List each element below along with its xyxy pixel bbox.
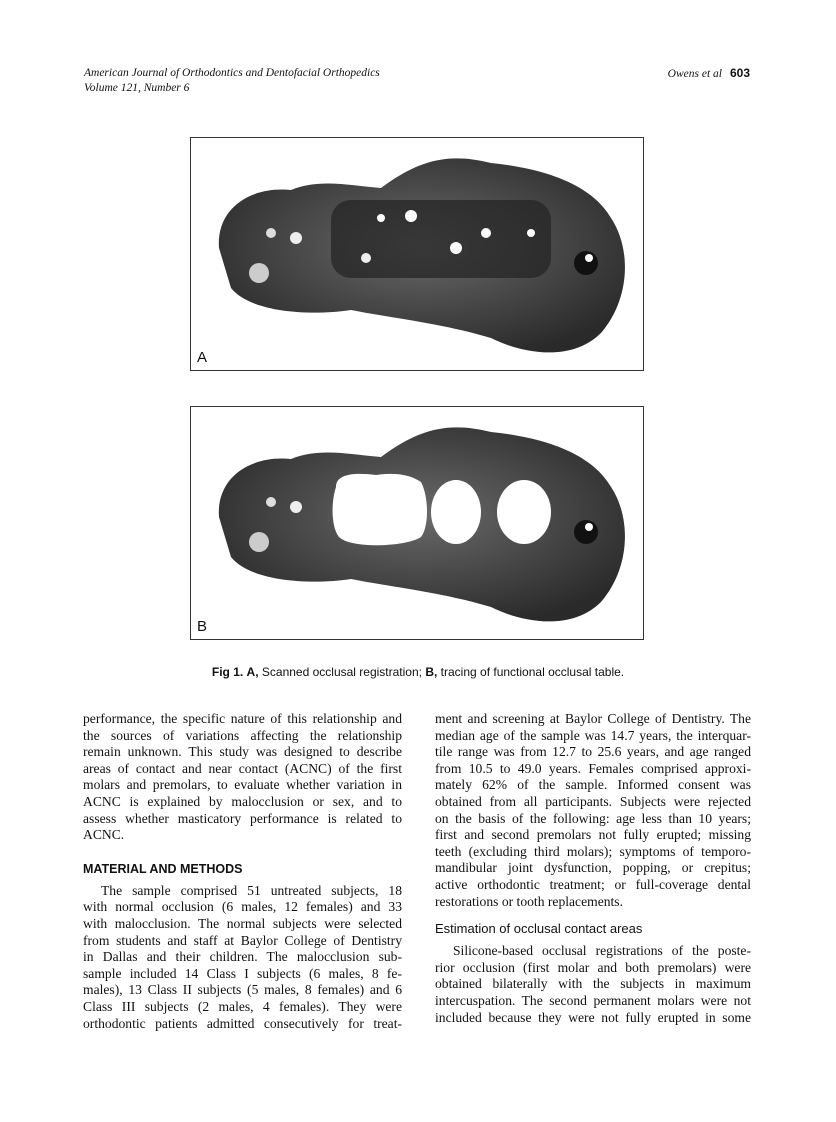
text-line: the sources of variations affecting the relationship [83,727,402,743]
text-line: tile range was from 12.7 to 25.6 years, and age ranged [435,744,751,760]
text-line: ment and screening at Baylor College of Dentistry. The [435,711,751,726]
text-line: mandibular joint dysfunction, popping, or crepitus; [435,860,751,876]
subsection-heading: Estimation of occlusal contact areas [435,921,643,937]
paragraph [83,711,402,844]
left-column [83,711,402,1032]
authors: Owens et al [667,68,722,80]
text-line: Silicone-based occlusal registrations of the poste- [453,943,751,959]
right-column [435,711,751,1026]
text-line: active orthodontic treatment; or full-coverage dental [435,876,751,892]
text-line: teeth (excluding third molars); symptoms of temporo- [435,843,751,859]
paragraph [435,711,751,910]
text-line: included because they were not fully erupted in some [435,1009,751,1025]
caption-a-label: A, [246,665,259,679]
text-line: with malocclusion. The normal subjects were selected [83,915,402,931]
text-line: rior occlusion (first molar and both premolars) were [435,959,751,975]
text-line: remain unknown. This study was designed to describe [83,744,402,760]
paragraph [83,883,402,1032]
text-line: restorations or tooth replacements. [435,893,623,909]
occlusal-registration-scan [191,138,645,372]
caption-b-label: B, [425,665,438,679]
text-line: Class III subjects (2 males, 4 females). They were [83,998,402,1014]
figure-caption [0,665,836,679]
text-line: molars and premolars, to evaluate whether variation in [83,777,402,793]
text-line: median age of the sample was 14.7 years, the interquar- [435,727,751,743]
occlusal-table-tracing [191,407,645,641]
text-line: on the basis of the following: age less than 10 years; [435,810,751,826]
text-line: males), 13 Class II subjects (5 males, 8 females) and 6 [83,982,402,998]
text-line: areas of contact and near contact (ACNC) of the first [83,760,402,776]
text-line: sample included 14 Class I subjects (6 males, 8 fe- [83,965,402,981]
text-line: performance, the specific nature of this relationship and [83,711,402,726]
text-line: obtained bilaterally with the subjects in maximum [435,976,751,992]
text-line: obtained from all participants. Subjects were rejected [435,793,751,809]
text-line: ACNC. [83,827,125,843]
caption-b-text: tracing of functional occlusal table. [440,665,625,679]
text-line: in Dallas and their children. The malocclusion sub- [83,949,402,965]
figure-panel-a [190,137,644,371]
caption-label: Fig 1. [211,665,244,679]
text-line: from 10.5 to 49.0 years. Females comprised approxi- [435,760,751,776]
running-head [668,66,750,80]
paragraph [435,943,751,1026]
text-line: intercuspation. The second permanent molars were not [435,992,751,1008]
text-line: ACNC is explained by malocclusion or sex, and to [83,793,402,809]
page-number: 603 [729,66,750,80]
text-line: orthodontic patients admitted consecutively for treat- [83,1015,402,1031]
text-line: assess whether masticatory performance is related to [83,810,402,826]
panel-label-a: A [197,349,208,366]
panel-label-b: B [197,618,208,635]
journal-title: American Journal of Orthodontics and Dentofacial Orthopedics [84,67,380,79]
text-line: from students and staff at Baylor College of Dentistry [83,932,402,948]
caption-a-text: Scanned occlusal registration; [261,665,422,679]
text-line: mately 62% of the sample. Informed consent was [435,777,751,793]
section-heading: MATERIAL AND METHODS [83,861,243,876]
journal-volume: Volume 121, Number 6 [84,82,190,94]
text-line: with normal occlusion (6 males, 12 females) and 33 [83,899,402,915]
text-line: The sample comprised 51 untreated subjects, 18 [101,882,402,898]
text-line: first and second premolars not fully erupted; missing [435,827,751,843]
figure-panel-b [190,406,644,640]
